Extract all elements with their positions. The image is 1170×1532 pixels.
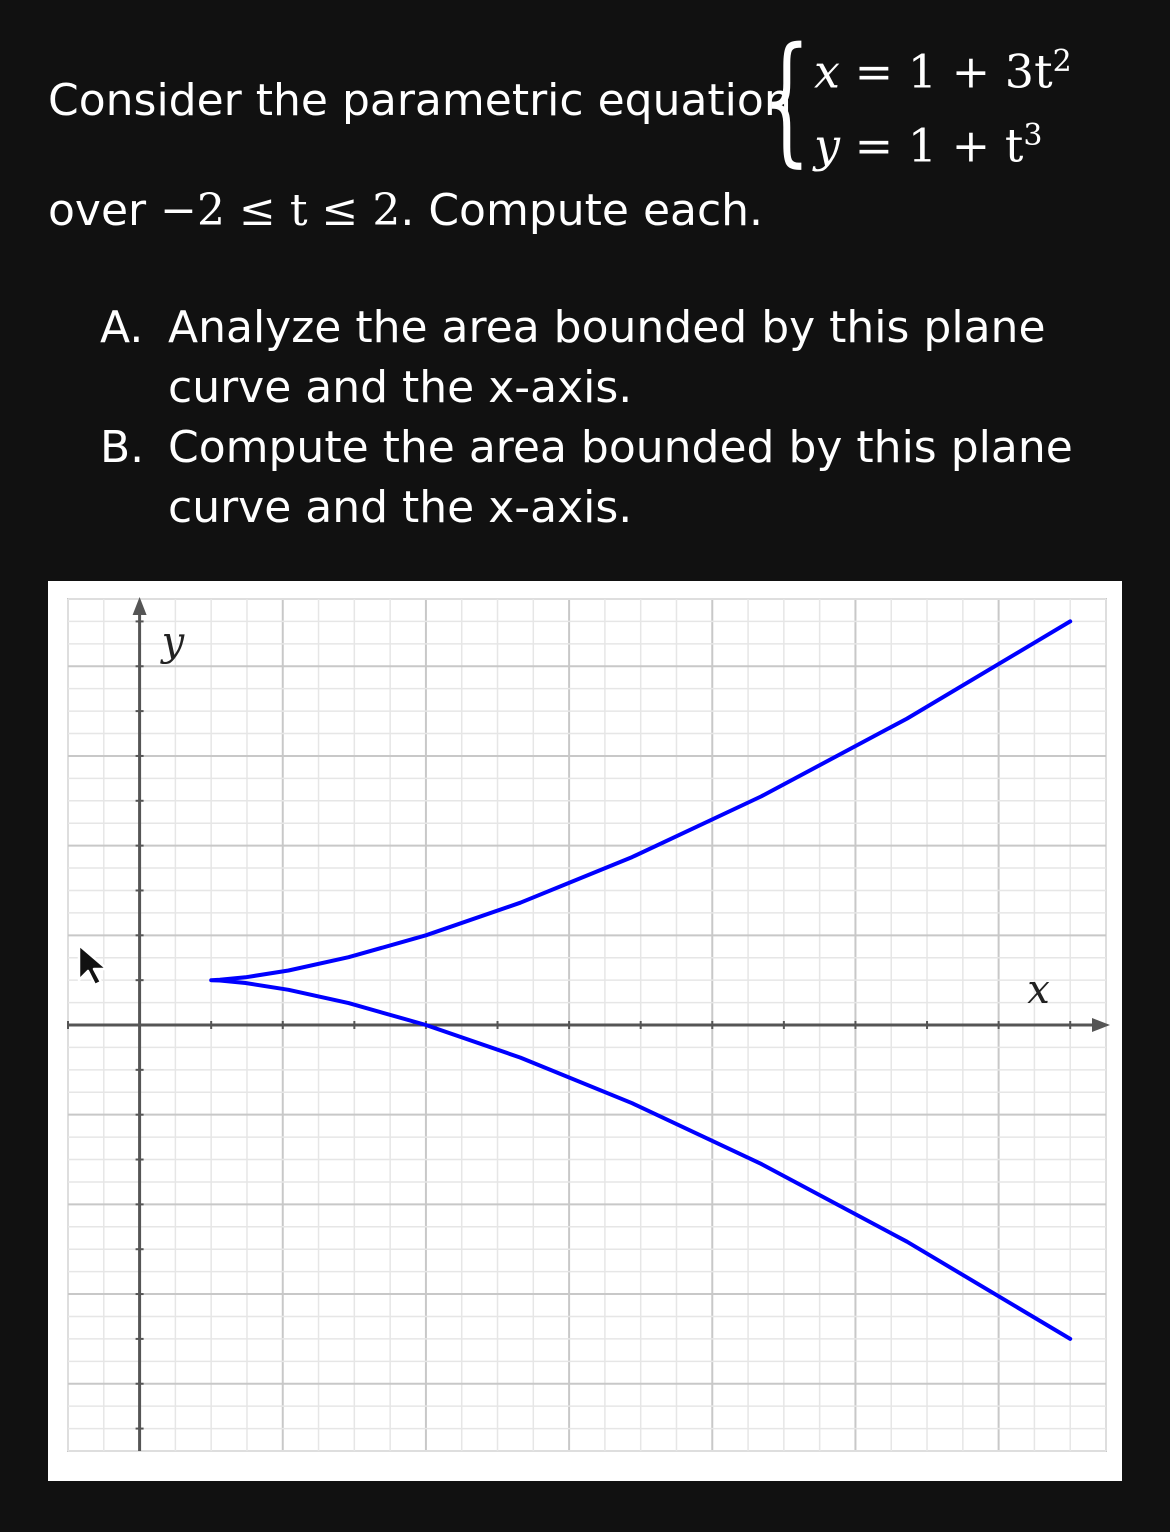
curve-figure — [48, 581, 1122, 1481]
equation-y: $y = 1 + t^3$ — [814, 118, 1043, 173]
part-a — [100, 298, 1140, 418]
part-a-label: A. — [100, 302, 144, 353]
parametric-curve-chart — [48, 581, 1122, 1481]
parametric-system — [762, 18, 1092, 181]
parts-list — [100, 298, 1140, 538]
equation-x: $x = 1 + 3t^2$ — [814, 44, 1072, 99]
problem-intro: Consider the parametric equation — [48, 75, 792, 126]
left-brace: { — [762, 18, 811, 181]
part-b — [100, 418, 1140, 538]
part-b-label: B. — [100, 422, 145, 473]
x-axis-label: x — [1027, 967, 1050, 1013]
interval: −2 ≤ t ≤ 2 — [160, 185, 401, 236]
mouse-pointer-icon — [76, 942, 122, 988]
part-a-text: Analyze the area bounded by this plane curve and the x-axis. — [168, 302, 1046, 413]
part-b-text: Compute the area bounded by this plane curve and the x-axis. — [168, 422, 1073, 533]
interval-line: over −2 ≤ t ≤ 2. Compute each. — [48, 185, 764, 236]
y-axis-label: y — [161, 619, 185, 665]
